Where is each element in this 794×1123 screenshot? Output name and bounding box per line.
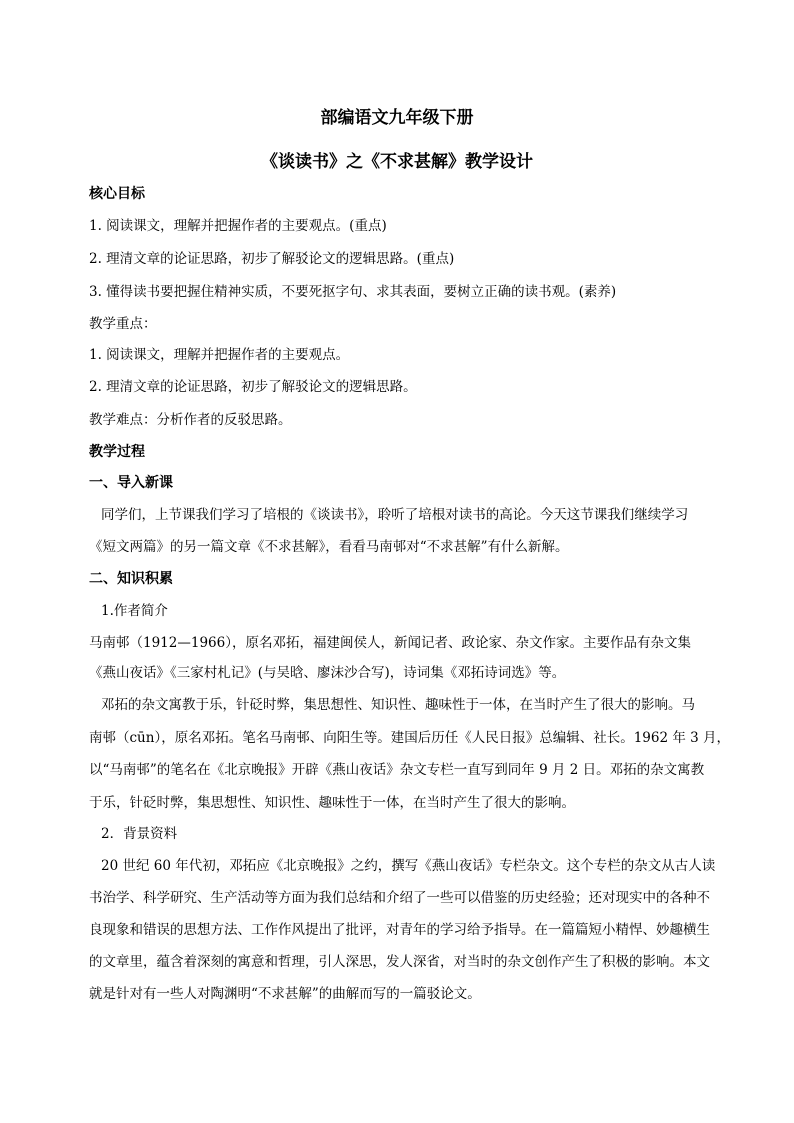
- key-point-item: 1. 阅读课文，理解并把握作者的主要观点。: [89, 347, 350, 363]
- author-bio-line: 邓拓的杂文寓教于乐，针砭时弊，集思想性、知识性、趣味性于一体，在当时产生了很大的影响。马: [101, 697, 695, 713]
- document-subtitle: 《谈读书》之《不求甚解》教学设计: [261, 152, 533, 172]
- core-goal-item: 2. 理清文章的论证思路，初步了解驳论文的逻辑思路。(重点): [89, 251, 455, 267]
- section2-heading: 二、知识积累: [89, 571, 173, 587]
- background-line: 就是针对有一些人对陶渊明“不求甚解”的曲解而写的一篇驳论文。: [89, 986, 481, 1002]
- background-line: 的文章里，蕴含着深刻的寓意和哲理，引人深思，发人深省，对当时的杂文创作产生了积极的影响。本文: [89, 954, 710, 970]
- core-goals-heading: 核心目标: [89, 186, 145, 202]
- author-bio-line: 以“马南邨”的笔名在《北京晚报》开辟《燕山夜话》杂文专栏一直写到同年 9 月 2 日。邓拓的杂文寓教: [89, 762, 705, 778]
- author-bio-line: 南邨（cūn），原名邓拓。笔名马南邨、向阳生等。建国后历任《人民日报》总编辑、社长。1962 年 3 月，: [89, 730, 731, 746]
- core-goal-item: 3. 懂得读书要把握住精神实质，不要死抠字句、求其表面，要树立正确的读书观。(素养): [89, 284, 617, 300]
- key-points-heading: 教学重点：: [89, 316, 157, 332]
- process-heading: 教学过程: [89, 444, 145, 460]
- section1-heading: 一、导入新课: [89, 475, 173, 491]
- author-bio-line: 于乐，针砭时弊，集思想性、知识性、趣味性于一体，在当时产生了很大的影响。: [89, 795, 575, 811]
- section1-paragraph-line: 同学们，上节课我们学习了培根的《谈读书》，聆听了培根对读书的高论。今天这节课我们继续学习: [101, 507, 689, 523]
- background-line: 良现象和错误的思想方法、工作作风提出了批评，对青年的学习给予指导。在一篇篇短小精悍、妙趣横生: [89, 922, 710, 938]
- background-line: 书治学、科学研究、生产活动等方面为我们总结和介绍了一些可以借鉴的历史经验；还对现实中的各种不: [89, 890, 710, 906]
- document-title: 部编语文九年级下册: [320, 108, 474, 128]
- background-line: 20 世纪 60 年代初，邓拓应《北京晚报》之约，撰写《燕山夜话》专栏杂文。这个专栏的杂文从古人读: [101, 858, 716, 874]
- difficulty-line: 教学难点：分析作者的反驳思路。: [89, 412, 292, 428]
- author-paragraph-line: 《燕山夜话》《三家村札记》(与吴晗、廖沫沙合写)，诗词集《邓拓诗词选》等。: [89, 665, 566, 681]
- author-paragraph-line: 马南邨（1912—1966），原名邓拓，福建闽侯人，新闻记者、政论家、杂文作家。主要作品有杂文集: [89, 635, 691, 651]
- author-heading: 1.作者简介: [101, 603, 168, 619]
- core-goal-item: 1. 阅读课文，理解并把握作者的主要观点。(重点): [89, 218, 387, 234]
- section1-paragraph-line: 《短文两篇》的另一篇文章《不求甚解》，看看马南邨对“不求甚解”有什么新解。: [89, 539, 569, 555]
- background-heading: 2．背景资料: [101, 826, 178, 842]
- key-point-item: 2. 理清文章的论证思路，初步了解驳论文的逻辑思路。: [89, 379, 417, 395]
